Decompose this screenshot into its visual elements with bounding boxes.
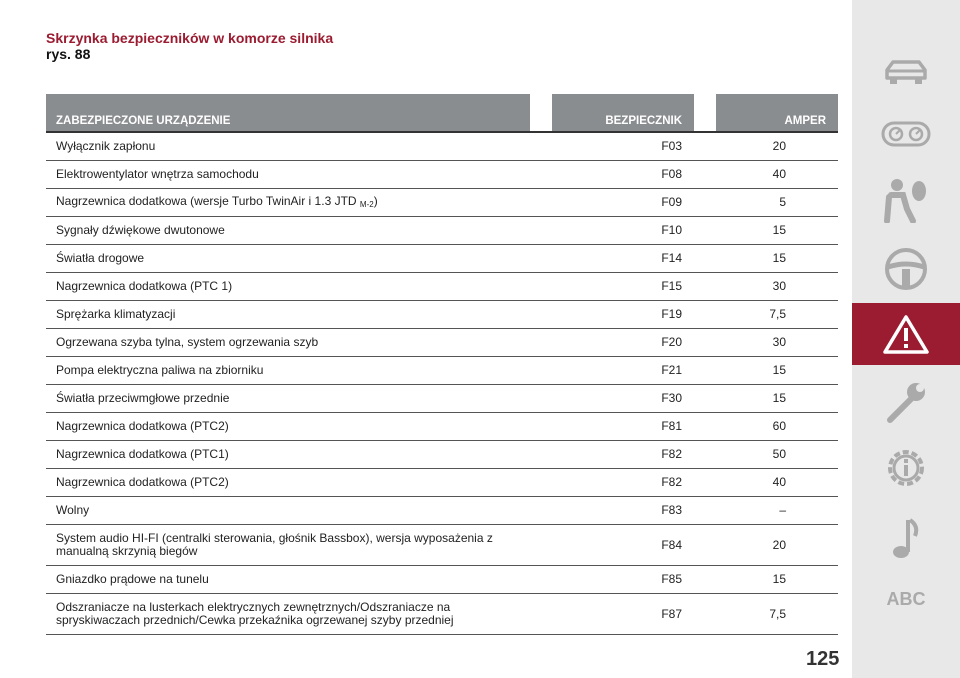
fuse-cell: F82	[552, 469, 694, 497]
info-gear-icon[interactable]	[852, 440, 960, 496]
device-cell	[46, 273, 530, 301]
fuse-cell: F19	[552, 301, 694, 329]
amp-cell: 5	[716, 189, 838, 217]
fuse-cell: F21	[552, 357, 694, 385]
device-cell	[46, 301, 530, 329]
device-subscript: M-2	[359, 199, 374, 209]
device-text: Nagrzewnica dodatkowa (PTC1)	[56, 447, 229, 461]
device-text: Nagrzewnica dodatkowa (PTC2)	[56, 419, 229, 433]
device-cell	[46, 469, 530, 497]
device-text: Pompa elektryczna paliwa na zbiorniku	[56, 363, 264, 377]
amp-cell: 15	[716, 217, 838, 245]
device-cell	[46, 189, 530, 217]
device-text: Nagrzewnica dodatkowa (PTC2)	[56, 475, 229, 489]
device-cell	[46, 217, 530, 245]
fuse-cell: F10	[552, 217, 694, 245]
header-device: ZABEZPIECZONE URZĄDZENIE	[46, 94, 530, 132]
amp-cell: 20	[716, 525, 838, 566]
fuse-cell: F15	[552, 273, 694, 301]
amp-cell: 15	[716, 357, 838, 385]
amp-cell: 7,5	[716, 301, 838, 329]
device-text: Nagrzewnica dodatkowa (wersje Turbo TwinAir i 1.3 JTD	[56, 193, 357, 208]
chapter-sidebar	[852, 0, 960, 678]
device-cell	[46, 161, 530, 189]
table-row	[46, 245, 838, 273]
amp-cell: 20	[716, 132, 838, 161]
device-text-end: )	[373, 193, 378, 208]
device-cell	[46, 245, 530, 273]
section-title: Skrzynka bezpieczników w komorze silnika	[46, 30, 334, 46]
fuse-cell: F87	[552, 594, 694, 635]
amp-cell: 15	[716, 245, 838, 273]
amp-cell: 50	[716, 441, 838, 469]
table-row	[46, 301, 838, 329]
device-cell	[46, 441, 530, 469]
page-number: 125	[806, 648, 840, 670]
amp-cell: 60	[716, 413, 838, 441]
amp-cell: 30	[716, 273, 838, 301]
device-text: Gniazdko prądowe na tunelu	[56, 572, 209, 586]
car-icon[interactable]	[852, 46, 960, 96]
device-cell	[46, 132, 530, 161]
device-cell	[46, 413, 530, 441]
fuse-table	[46, 94, 838, 635]
device-cell	[46, 385, 530, 413]
amp-cell: 7,5	[716, 594, 838, 635]
steering-wheel-icon[interactable]	[852, 244, 960, 294]
device-cell	[46, 525, 530, 566]
fuse-cell: F09	[552, 189, 694, 217]
device-cell	[46, 329, 530, 357]
wrench-icon[interactable]	[852, 376, 960, 428]
airbag-icon[interactable]	[852, 172, 960, 228]
table-row	[46, 385, 838, 413]
table-row	[46, 132, 838, 161]
device-cell	[46, 594, 530, 635]
table-header-row	[46, 94, 838, 132]
table-row	[46, 441, 838, 469]
device-text: System audio HI-FI (centralki sterowania, głośnik Bassbox), wersja wyposażenia z manualną skrzynią biegów	[56, 531, 493, 558]
amp-cell: 30	[716, 329, 838, 357]
amp-cell: –	[716, 497, 838, 525]
device-text: Sygnały dźwiękowe dwutonowe	[56, 223, 225, 237]
fuse-cell: F08	[552, 161, 694, 189]
amp-cell: 15	[716, 566, 838, 594]
amp-cell: 40	[716, 161, 838, 189]
device-text: Światła przeciwmgłowe przednie	[56, 391, 230, 405]
amp-cell: 40	[716, 469, 838, 497]
fuse-cell: F83	[552, 497, 694, 525]
device-text: Ogrzewana szyba tylna, system ogrzewania szyb	[56, 335, 319, 349]
header-amp: AMPER	[716, 94, 838, 132]
device-text: Odszraniacze na lusterkach elektrycznych zewnętrznych/Odszraniacze na spryskiwaczach przednich/Cewka przekaźnika ogrzewanej szyby przedniej	[56, 600, 454, 627]
table-row	[46, 273, 838, 301]
table-row	[46, 497, 838, 525]
music-note-icon[interactable]	[852, 512, 960, 564]
fuse-cell: F82	[552, 441, 694, 469]
device-text: Sprężarka klimatyzacji	[56, 307, 176, 321]
device-text: Światła drogowe	[56, 251, 145, 265]
page-title	[46, 30, 333, 62]
table-row	[46, 469, 838, 497]
device-cell	[46, 357, 530, 385]
device-text: Wolny	[56, 503, 90, 517]
fuse-cell: F14	[552, 245, 694, 273]
table-row	[46, 217, 838, 245]
fuse-cell: F20	[552, 329, 694, 357]
dashboard-icon[interactable]	[852, 112, 960, 156]
table-row	[46, 413, 838, 441]
fuse-cell: F03	[552, 132, 694, 161]
table-row	[46, 594, 838, 635]
device-cell	[46, 566, 530, 594]
warning-triangle-icon[interactable]	[852, 303, 960, 365]
table-row	[46, 566, 838, 594]
figure-reference: rys. 88	[46, 46, 91, 62]
amp-cell: 15	[716, 385, 838, 413]
table-row	[46, 161, 838, 189]
fuse-cell: F85	[552, 566, 694, 594]
table-row	[46, 357, 838, 385]
device-text: Wyłącznik zapłonu	[56, 139, 156, 153]
fuse-cell: F81	[552, 413, 694, 441]
device-text: Elektrowentylator wnętrza samochodu	[56, 167, 259, 181]
table-row	[46, 189, 838, 217]
table-row	[46, 329, 838, 357]
device-cell	[46, 497, 530, 525]
header-fuse: BEZPIECZNIK	[552, 94, 694, 132]
device-text: Nagrzewnica dodatkowa (PTC 1)	[56, 279, 233, 293]
table-row	[46, 525, 838, 566]
fuse-cell: F84	[552, 525, 694, 566]
fuse-cell: F30	[552, 385, 694, 413]
abc-icon[interactable]: ABC	[886, 588, 926, 609]
